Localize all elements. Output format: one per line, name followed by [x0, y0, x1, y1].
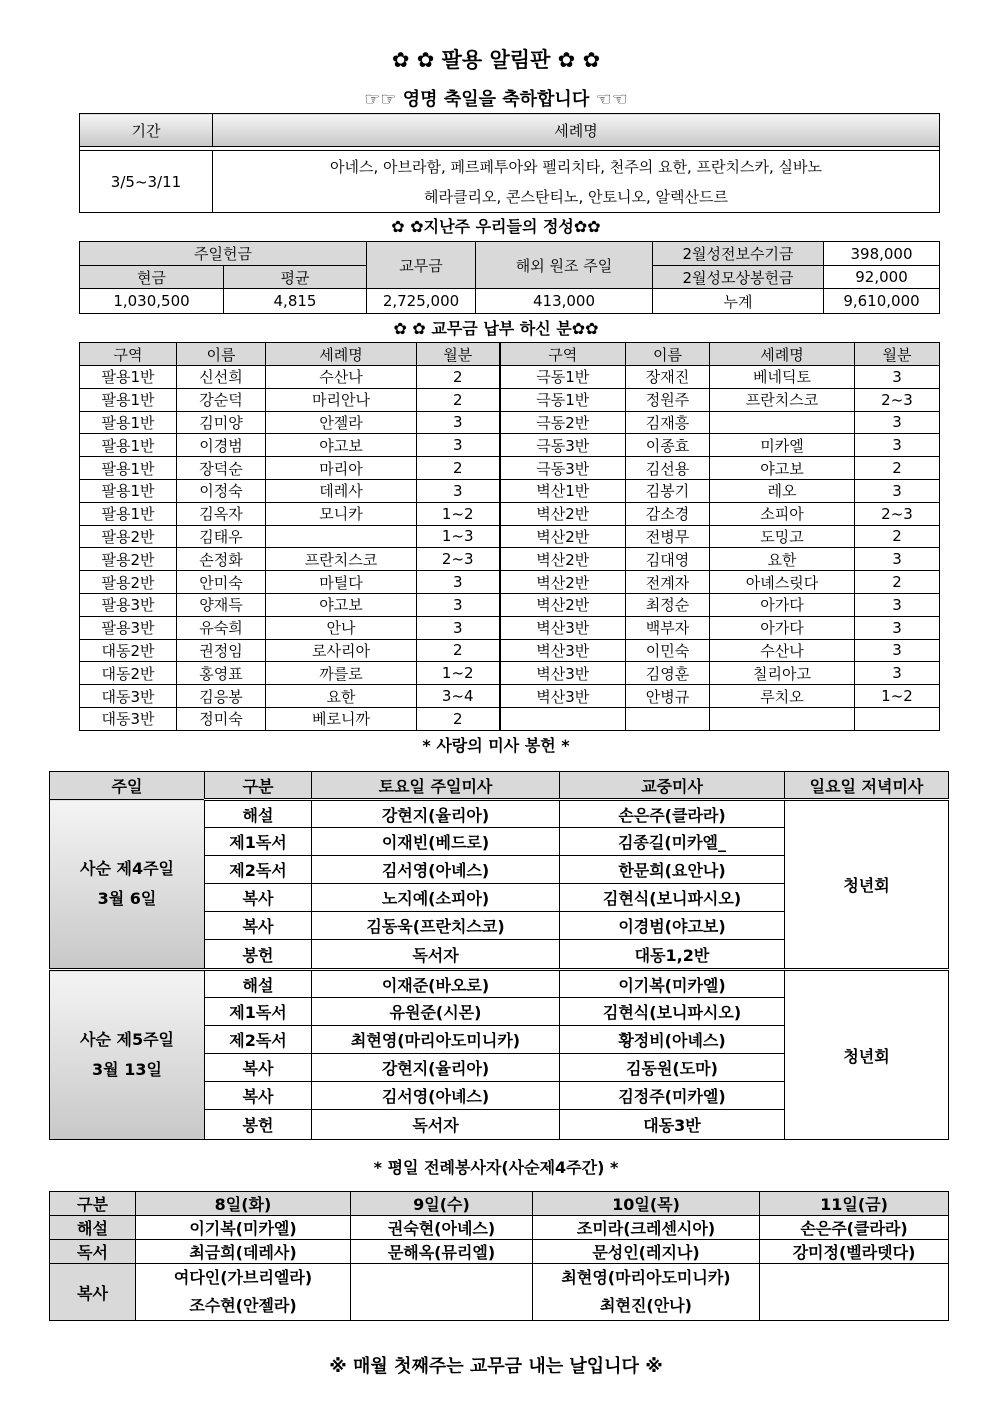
mass-saturday: 김서영(아녜스): [312, 856, 560, 884]
dues-row: [80, 411, 940, 434]
dues-name: 장재진: [626, 366, 710, 389]
saints-names-line2: 헤라클리오, 콘스탄티노, 안토니오, 알렉산드르: [424, 187, 728, 206]
dues-district: 극동1반: [500, 366, 626, 389]
dues-months: 1~2: [855, 685, 940, 708]
dues-baptismal: 야고보: [710, 457, 855, 480]
mass-main: 이경범(야고보): [560, 912, 785, 940]
weekday-server-tue-1: 여다인(가브리엘라): [173, 1268, 313, 1287]
dues-months: 2~3: [855, 502, 940, 525]
dues-name: 양재득: [177, 593, 266, 616]
dues-months: 3: [855, 616, 940, 639]
dues-months: 2: [417, 639, 500, 662]
dues-name: 김옥자: [177, 502, 266, 525]
dues-district: 극동1반: [500, 388, 626, 411]
dues-district: 벽산2반: [500, 593, 626, 616]
weekday-role: 해설: [50, 1216, 136, 1240]
mass-saturday: 김동욱(프란치스코): [312, 912, 560, 940]
mass-header-main: 교중미사: [560, 772, 785, 800]
dues-baptismal: 안나: [266, 616, 417, 639]
dues-district: 벽산2반: [500, 571, 626, 594]
offering-avg-header: 평균: [224, 266, 367, 289]
dues-district: 팔용2반: [80, 548, 177, 571]
dues-name: [626, 707, 710, 730]
mass-header-saturday: 토요일 주일미사: [312, 772, 560, 800]
dues-baptismal: 칠리아고: [710, 662, 855, 685]
dues-months: 3: [855, 434, 940, 457]
offering-dues-value: 2,725,000: [367, 289, 476, 314]
weekday-server-wed: [351, 1264, 533, 1321]
offering-dues-header: 교무금: [367, 242, 476, 289]
dues-row: [80, 685, 940, 708]
dues-district: 대동2반: [80, 639, 177, 662]
saints-table: [79, 113, 940, 213]
dues-district: 극동2반: [500, 411, 626, 434]
mass-header-role: 구분: [205, 772, 312, 800]
dues-name: 김미양: [177, 411, 266, 434]
dues-district: 벽산2반: [500, 525, 626, 548]
weekday-role: 복사: [50, 1264, 136, 1321]
weekday-header-thu: 10일(목): [533, 1192, 760, 1216]
dues-name: 김응봉: [177, 685, 266, 708]
dues-baptismal: 아가다: [710, 616, 855, 639]
dues-district: 벽산2반: [500, 502, 626, 525]
dues-months: 3~4: [417, 685, 500, 708]
mass-saturday: 독서자: [312, 940, 560, 970]
weekday-header-wed: 9일(수): [351, 1192, 533, 1216]
dues-district: 대동3반: [80, 685, 177, 708]
mass-header-sunday: 주일: [50, 772, 205, 800]
dues-district: 팔용1반: [80, 502, 177, 525]
dues-months: 3: [855, 366, 940, 389]
dues-row: [80, 662, 940, 685]
dues-district: 팔용1반: [80, 366, 177, 389]
dues-district: 대동3반: [80, 707, 177, 730]
dues-months: 3: [855, 411, 940, 434]
mass-saturday: 최현영(마리아도미니카): [312, 1026, 560, 1054]
weekday-title: * 평일 전례봉사자(사순제4주간) *: [373, 1158, 619, 1177]
offering-sunday-header: 주일헌금: [80, 242, 367, 266]
dues-months: 2: [417, 707, 500, 730]
dues-name: 손정화: [177, 548, 266, 571]
dues-name: 이경범: [177, 434, 266, 457]
weekday-row-server: [50, 1264, 949, 1321]
dues-baptismal: 소피아: [710, 502, 855, 525]
dues-months: 2: [855, 525, 940, 548]
dues-name: 김선용: [626, 457, 710, 480]
dues-months: 3: [855, 639, 940, 662]
dues-name: 유숙희: [177, 616, 266, 639]
dues-district: 팔용1반: [80, 434, 177, 457]
dues-baptismal: 모니카: [266, 502, 417, 525]
dues-baptismal: [710, 707, 855, 730]
dues-table: [79, 342, 940, 731]
dues-baptismal: 루치오: [710, 685, 855, 708]
dues-baptismal: 마리안나: [266, 388, 417, 411]
mass-main: 손은주(클라라): [560, 800, 785, 828]
dues-months: 3: [417, 593, 500, 616]
page-subtitle: ☞☞ 영명 축일을 축하합니다 ☜☜: [364, 89, 628, 110]
weekday-cell: 권숙현(아녜스): [351, 1216, 533, 1240]
offering-overseas-value: 413,000: [476, 289, 653, 314]
weekday-header-tue: 8일(화): [136, 1192, 351, 1216]
mass-main: 황정비(아녜스): [560, 1026, 785, 1054]
dues-name: 김대영: [626, 548, 710, 571]
dues-months: 3: [417, 571, 500, 594]
dues-row: [80, 366, 940, 389]
offering-feb-mother-header: 2월성모상봉헌금: [653, 266, 824, 289]
mass-main: 한문희(요안나): [560, 856, 785, 884]
dues-header-months: 월분: [855, 343, 940, 366]
mass-role: 봉헌: [205, 1110, 312, 1140]
dues-title: ✿ ✿ 교무금 납부 하신 분✿✿: [393, 319, 599, 338]
dues-district: 팔용3반: [80, 616, 177, 639]
dues-baptismal: 마리아: [266, 457, 417, 480]
dues-months: 2: [855, 571, 940, 594]
dues-baptismal: 요한: [710, 548, 855, 571]
dues-district: 대동2반: [80, 662, 177, 685]
mass-role: 복사: [205, 1054, 312, 1082]
dues-header-name: 이름: [177, 343, 266, 366]
dues-row: [80, 639, 940, 662]
weekday-server-tue-2: 조수현(안젤라): [189, 1296, 297, 1315]
dues-baptismal: 야고보: [266, 434, 417, 457]
dues-baptismal: 요한: [266, 685, 417, 708]
dues-baptismal: 프란치스코: [710, 388, 855, 411]
dues-name: 이민숙: [626, 639, 710, 662]
dues-baptismal: 레오: [710, 479, 855, 502]
dues-months: 3: [855, 548, 940, 571]
offering-avg-value: 4,815: [224, 289, 367, 314]
dues-name: 김재흥: [626, 411, 710, 434]
mass-sunday-name: 사순 제4주일: [80, 859, 174, 878]
offering-title: ✿ ✿지난주 우리들의 정성✿✿: [391, 217, 601, 236]
weekday-cell: 조미라(크레센시아): [533, 1216, 760, 1240]
dues-name: 정미숙: [177, 707, 266, 730]
dues-district: 팔용3반: [80, 593, 177, 616]
dues-district: 벽산3반: [500, 616, 626, 639]
dues-district: 벽산2반: [500, 548, 626, 571]
dues-name: 김영훈: [626, 662, 710, 685]
mass-main: 대동3반: [560, 1110, 785, 1140]
dues-district: 팔용1반: [80, 479, 177, 502]
mass-main: 이기복(미카엘): [560, 970, 785, 998]
dues-months: 2: [417, 366, 500, 389]
weekday-header-role: 구분: [50, 1192, 136, 1216]
mass-saturday: 이재빈(베드로): [312, 828, 560, 856]
dues-name: 이정숙: [177, 479, 266, 502]
dues-months: 2: [855, 457, 940, 480]
dues-district: 팔용1반: [80, 388, 177, 411]
offering-table: [79, 241, 940, 314]
dues-row: [80, 616, 940, 639]
mass-role: 제2독서: [205, 856, 312, 884]
dues-name: 강순덕: [177, 388, 266, 411]
dues-baptismal: 안젤라: [266, 411, 417, 434]
dues-baptismal: 베로니까: [266, 707, 417, 730]
mass-main: 김현식(보니파시오): [560, 884, 785, 912]
weekday-cell: 최금희(데레사): [136, 1240, 351, 1264]
weekday-server-fri: [760, 1264, 949, 1321]
weekday-server-thu-2: 최현진(안나): [600, 1296, 692, 1315]
dues-name: 전계자: [626, 571, 710, 594]
dues-months: 1~2: [417, 662, 500, 685]
saints-header-names: 세례명: [213, 114, 940, 147]
weekday-cell: 손은주(클라라): [760, 1216, 949, 1240]
weekday-cell: 이기복(미카엘): [136, 1216, 351, 1240]
dues-name: 김태우: [177, 525, 266, 548]
dues-baptismal: 야고보: [266, 593, 417, 616]
offering-feb-fund-header: 2월성전보수기금: [653, 242, 824, 266]
mass-role: 봉헌: [205, 940, 312, 970]
dues-name: 장덕순: [177, 457, 266, 480]
offering-total-value: 9,610,000: [824, 289, 940, 314]
mass-title: * 사랑의 미사 봉헌 *: [422, 736, 570, 755]
dues-months: 2~3: [855, 388, 940, 411]
mass-sunday-name: 사순 제5주일: [80, 1030, 174, 1049]
dues-row: [80, 479, 940, 502]
dues-months: [855, 707, 940, 730]
weekday-row-commentary: [50, 1216, 949, 1240]
mass-role: 제1독서: [205, 828, 312, 856]
dues-months: 3: [417, 434, 500, 457]
mass-main: 김종길(미카엘_: [560, 828, 785, 856]
dues-name: 홍영표: [177, 662, 266, 685]
mass-main: 김정주(미카엘): [560, 1082, 785, 1110]
dues-name: 김봉기: [626, 479, 710, 502]
dues-months: 1~3: [417, 525, 500, 548]
dues-header-baptismal: 세례명: [266, 343, 417, 366]
dues-months: 3: [417, 411, 500, 434]
dues-header-name: 이름: [626, 343, 710, 366]
dues-months: 2: [417, 388, 500, 411]
offering-feb-fund-value: 398,000: [824, 242, 940, 266]
offering-cash-header: 현금: [80, 266, 224, 289]
saints-names-line1: 아네스, 아브라함, 페르페투아와 펠리치타, 천주의 요한, 프란치스카, 실바노: [330, 157, 822, 176]
dues-row: [80, 457, 940, 480]
dues-name: 감소경: [626, 502, 710, 525]
dues-baptismal: 베네딕토: [710, 366, 855, 389]
dues-months: 3: [855, 479, 940, 502]
mass-sunday-date: 3월 13일: [92, 1060, 162, 1079]
mass-role: 복사: [205, 884, 312, 912]
dues-row: [80, 593, 940, 616]
mass-saturday: 유원준(시몬): [312, 998, 560, 1026]
dues-baptismal: [710, 411, 855, 434]
mass-role: 복사: [205, 912, 312, 940]
dues-months: 1~2: [417, 502, 500, 525]
mass-role: 제2독서: [205, 1026, 312, 1054]
mass-role: 제1독서: [205, 998, 312, 1026]
mass-main: 김동원(도마): [560, 1054, 785, 1082]
dues-district: [500, 707, 626, 730]
dues-name: 신선희: [177, 366, 266, 389]
offering-overseas-header: 해외 원조 주일: [476, 242, 653, 289]
mass-role: 해설: [205, 970, 312, 998]
dues-district: 팔용1반: [80, 457, 177, 480]
weekday-cell: 문해옥(뮤리엘): [351, 1240, 533, 1264]
dues-header-district: 구역: [80, 343, 177, 366]
dues-baptismal: 까를로: [266, 662, 417, 685]
weekday-cell: 강미정(벨라뎃다): [760, 1240, 949, 1264]
mass-evening: 청년회: [785, 800, 949, 970]
dues-row: [80, 571, 940, 594]
dues-row: [80, 502, 940, 525]
mass-saturday: 강현지(율리아): [312, 1054, 560, 1082]
dues-name: 이종효: [626, 434, 710, 457]
dues-baptismal: 미카엘: [710, 434, 855, 457]
mass-saturday: 이재준(바오로): [312, 970, 560, 998]
dues-row: [80, 707, 940, 730]
dues-months: 3: [855, 593, 940, 616]
offering-total-label: 누계: [653, 289, 824, 314]
weekday-role: 독서: [50, 1240, 136, 1264]
dues-name: 정원주: [626, 388, 710, 411]
mass-saturday: 독서자: [312, 1110, 560, 1140]
mass-header-evening: 일요일 저녁미사: [785, 772, 949, 800]
dues-district: 벽산1반: [500, 479, 626, 502]
mass-sunday-date: 3월 6일: [97, 889, 157, 908]
mass-main: 대동1,2반: [560, 940, 785, 970]
dues-baptismal: 아가다: [710, 593, 855, 616]
dues-header-baptismal: 세례명: [710, 343, 855, 366]
dues-name: 권정임: [177, 639, 266, 662]
mass-saturday: 노지예(소피아): [312, 884, 560, 912]
dues-district: 극동3반: [500, 434, 626, 457]
mass-main: 김현식(보니파시오): [560, 998, 785, 1026]
dues-baptismal: 로사리아: [266, 639, 417, 662]
dues-name: 안미숙: [177, 571, 266, 594]
dues-row: [80, 525, 940, 548]
mass-table: [49, 771, 949, 1140]
mass-evening: 청년회: [785, 970, 949, 1140]
mass-sunday-cell: [50, 800, 205, 970]
dues-district: 벽산3반: [500, 662, 626, 685]
dues-district: 팔용2반: [80, 571, 177, 594]
dues-header-months: 월분: [417, 343, 500, 366]
notice-text: ※ 매월 첫째주는 교무금 내는 날입니다 ※: [329, 1356, 663, 1377]
weekday-header-fri: 11일(금): [760, 1192, 949, 1216]
dues-row: [80, 548, 940, 571]
dues-baptismal: 마틸다: [266, 571, 417, 594]
weekday-row-reading: [50, 1240, 949, 1264]
mass-row: [50, 970, 949, 998]
dues-district: 팔용2반: [80, 525, 177, 548]
dues-months: 3: [417, 479, 500, 502]
dues-months: 2: [417, 457, 500, 480]
dues-baptismal: [266, 525, 417, 548]
offering-feb-mother-value: 92,000: [824, 266, 940, 289]
dues-district: 극동3반: [500, 457, 626, 480]
mass-saturday: 강현지(율리아): [312, 800, 560, 828]
dues-baptismal: 수산나: [710, 639, 855, 662]
offering-cash-value: 1,030,500: [80, 289, 224, 314]
saints-period: 3/5~3/11: [80, 151, 213, 213]
dues-header-district: 구역: [500, 343, 626, 366]
dues-baptismal: 데레사: [266, 479, 417, 502]
dues-name: 안병규: [626, 685, 710, 708]
dues-months: 2~3: [417, 548, 500, 571]
dues-district: 팔용1반: [80, 411, 177, 434]
dues-baptismal: 아녜스릿다: [710, 571, 855, 594]
dues-months: 3: [855, 662, 940, 685]
dues-row: [80, 388, 940, 411]
mass-sunday-cell: [50, 970, 205, 1140]
dues-district: 벽산3반: [500, 685, 626, 708]
mass-row: [50, 800, 949, 828]
weekday-table: [49, 1191, 949, 1321]
dues-name: 최정순: [626, 593, 710, 616]
dues-baptismal: 프란치스코: [266, 548, 417, 571]
dues-baptismal: 도밍고: [710, 525, 855, 548]
weekday-cell: 문성인(레지나): [533, 1240, 760, 1264]
weekday-server-thu-1: 최현영(마리아도미니카): [561, 1268, 731, 1287]
mass-role: 해설: [205, 800, 312, 828]
dues-baptismal: 수산나: [266, 366, 417, 389]
mass-saturday: 김서영(아녜스): [312, 1082, 560, 1110]
dues-name: 백부자: [626, 616, 710, 639]
mass-role: 복사: [205, 1082, 312, 1110]
dues-row: [80, 434, 940, 457]
dues-name: 전병무: [626, 525, 710, 548]
page-title: ✿ ✿ 팔용 알림판 ✿ ✿: [391, 48, 601, 72]
saints-header-period: 기간: [80, 114, 213, 147]
dues-district: 벽산3반: [500, 639, 626, 662]
dues-months: 3: [417, 616, 500, 639]
